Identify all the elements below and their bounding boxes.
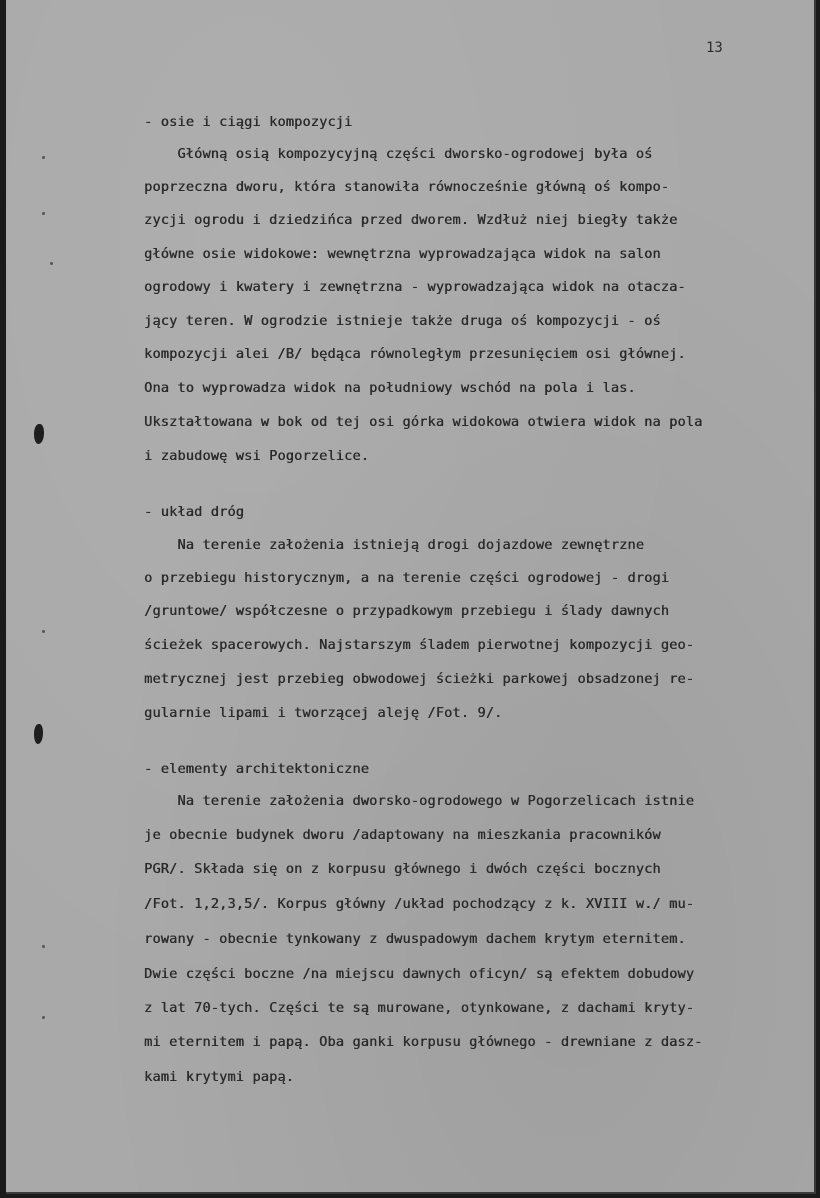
margin-speck: [42, 945, 45, 948]
margin-speck: [50, 262, 53, 265]
text-line: Ona to wyprowadza widok na południowy wschód na pola i las.: [144, 380, 636, 396]
margin-speck: [42, 212, 45, 215]
margin-speck: [42, 630, 45, 633]
document-body: [6, 0, 814, 1192]
text-line: PGR/. Składa się on z korpusu głównego i dwóch części bocznych: [144, 861, 661, 877]
text-line: zycji ogrodu i dziedzińca przed dworem. Wzdłuż niej biegły także: [144, 212, 678, 228]
text-line: o przebiegu historycznym, a na terenie części ogrodowej - drogi: [144, 570, 670, 586]
section-heading-architecture: - elementy architektoniczne: [144, 761, 370, 777]
text-line: kami krytymi papą.: [144, 1069, 295, 1085]
text-line: Ukształtowana w bok od tej osi górka widokowa otwiera widok na pola: [144, 414, 703, 430]
text-line: Na terenie założenia dworsko-ogrodowego w Pogorzelicach istnie: [144, 793, 695, 809]
text-line: główne osie widokowe: wewnętrzna wyprowadzająca widok na salon: [144, 246, 661, 262]
text-line: i zabudowę wsi Pogorzelice.: [144, 448, 370, 464]
page-number: 13: [706, 40, 723, 56]
text-line: /gruntowe/ współczesne o przypadkowym przebiegu i ślady dawnych: [144, 603, 670, 619]
text-line: metrycznej jest przebieg obwodowej ścieżki parkowej obsadzonej re-: [144, 671, 695, 687]
text-line: rowany - obecnie tynkowany z dwuspadowym dachem krytym eternitem.: [144, 931, 686, 947]
section-heading-roads: - układ dróg: [144, 504, 245, 520]
text-line: Dwie części boczne /na miejscu dawnych oficyn/ są efektem dobudowy: [144, 966, 695, 982]
text-line: Główną osią kompozycyjną części dworsko-ogrodowej była oś: [144, 146, 653, 162]
margin-speck: [42, 1016, 45, 1019]
text-line: poprzeczna dworu, która stanowiła równocześnie główną oś kompo-: [144, 179, 670, 195]
text-line: Na terenie założenia istnieją drogi dojazdowe zewnętrzne: [144, 537, 645, 553]
text-line: ścieżek spacerowych. Najstarszym śladem pierwotnej kompozycji geo-: [144, 637, 695, 653]
document-page: [6, 0, 816, 1194]
text-line: jący teren. W ogrodzie istnieje także druga oś kompozycji - oś: [144, 313, 661, 329]
text-line: gularnie lipami i tworzącej aleję /Fot. 9/.: [144, 705, 503, 721]
text-line: z lat 70-tych. Części te są murowane, otynkowane, z dachami kryty-: [144, 1000, 695, 1016]
text-line: ogrodowy i kwatery i zewnętrzna - wyprowadzająca widok na otacza-: [144, 279, 686, 295]
text-line: kompozycji alei /B/ będąca równoległym przesunięciem osi głównej.: [144, 346, 686, 362]
text-line: je obecnie budynek dworu /adaptowany na mieszkania pracowników: [144, 827, 661, 843]
text-line: /Fot. 1,2,3,5/. Korpus główny /układ pochodzący z k. XVIII w./ mu-: [144, 896, 695, 912]
section-heading-axes: - osie i ciągi kompozycji: [144, 114, 353, 130]
margin-speck: [42, 156, 45, 159]
text-line: mi eternitem i papą. Oba ganki korpusu głównego - drewniane z dasz-: [144, 1034, 703, 1050]
